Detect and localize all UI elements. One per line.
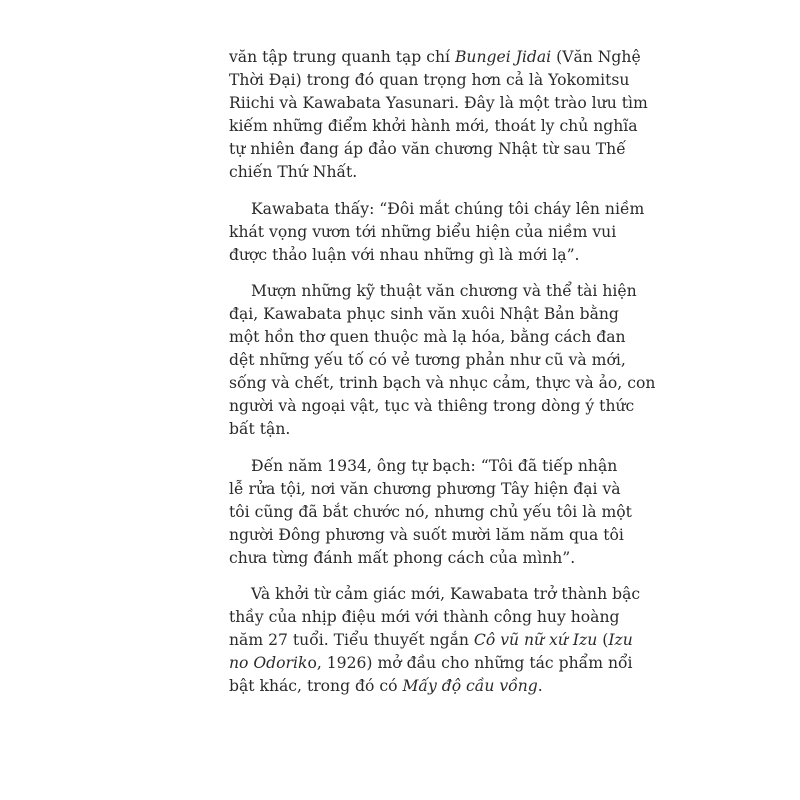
text-run: ( (597, 631, 609, 650)
paragraph (229, 280, 656, 442)
text-run: . (537, 677, 543, 696)
text-run: bất tận. (229, 420, 291, 439)
text-run: o, 1926) mở đầu cho những tác phẩm nổi (307, 654, 633, 673)
text-run: Thời Đại) trong đó quan trọng hơn cả là Yokomitsu (229, 71, 630, 90)
text-run: người Đông phương và suốt mười lăm năm qua tôi (229, 525, 624, 544)
text-run: người và ngoại vật, tục và thiêng trong dòng ý thức (229, 397, 635, 416)
italic-title: no Odorik (229, 654, 308, 673)
text-line (229, 652, 633, 675)
text-run: Kawabata thấy: “Đôi mắt chúng tôi cháy lên niềm (251, 199, 645, 218)
text-line (229, 583, 641, 606)
text-line (229, 629, 633, 652)
text-line (229, 326, 626, 349)
italic-title: Izu (608, 631, 633, 650)
text-line (229, 303, 619, 326)
text-run: một hồn thơ quen thuộc mà lạ hóa, bằng cách đan (229, 328, 626, 347)
text-line (229, 161, 575, 184)
text-line (229, 244, 580, 267)
text-line (229, 92, 648, 115)
paragraph (229, 455, 632, 570)
text-line (229, 547, 575, 570)
text-run: Đến năm 1934, ông tự bạch: “Tôi đã tiếp nhận (251, 456, 618, 475)
text-line (229, 46, 641, 69)
text-line (229, 501, 632, 524)
text-line (229, 524, 624, 547)
text-line (229, 138, 626, 161)
text-line (229, 418, 575, 441)
text-run: chiến Thứ Nhất. (229, 163, 358, 182)
text-run: tôi cũng đã bắt chước nó, nhưng chủ yếu tôi là một (229, 502, 632, 521)
text-run: Riichi và Kawabata Yasunari. Đây là một trào lưu tìm (229, 94, 648, 113)
paragraph (229, 198, 645, 267)
book-page (229, 46, 656, 698)
text-line (229, 115, 638, 138)
body-text (229, 46, 656, 698)
text-run: kiếm những điểm khởi hành mới, thoát ly chủ nghĩa (229, 117, 638, 136)
text-run: bật khác, trong đó có (229, 677, 403, 696)
text-run: đại, Kawabata phục sinh văn xuôi Nhật Bản bằng (229, 304, 619, 323)
text-run: dệt những yếu tố có vẻ tương phản như cũ và mới, (229, 351, 626, 370)
text-line (229, 198, 645, 221)
text-run: văn tập trung quanh tạp chí (229, 48, 455, 66)
text-run: lễ rửa tội, nơi văn chương phương Tây hiện đại và (229, 479, 621, 498)
italic-title: Cô vũ nữ xứ Izu (473, 631, 598, 650)
text-run: Và khởi từ cảm giác mới, Kawabata trở thành bậc (251, 584, 641, 603)
text-run: sống và chết, trinh bạch và nhục cảm, thực và ảo, con (229, 374, 656, 393)
text-run: (Văn Nghệ (551, 48, 641, 66)
italic-title: Mấy độ cầu vồng (402, 677, 538, 696)
text-run: tự nhiên đang áp đảo văn chương Nhật từ sau Thế (229, 140, 626, 159)
text-run: năm 27 tuổi. Tiểu thuyết ngắn (229, 631, 474, 650)
text-line (229, 221, 617, 244)
text-line (229, 395, 635, 418)
text-line (229, 606, 620, 629)
text-line (229, 675, 575, 698)
text-line (229, 478, 621, 501)
paragraph (229, 583, 641, 698)
text-run: thầy của nhịp điệu mới với thành công huy hoàng (229, 608, 620, 627)
text-run: khát vọng vươn tới những biểu hiện của niềm vui (229, 222, 617, 241)
text-run: được thảo luận với nhau những gì là mới lạ”. (229, 245, 580, 264)
text-line (229, 69, 630, 92)
text-line (229, 455, 618, 478)
text-run: chưa từng đánh mất phong cách của mình”. (229, 548, 576, 567)
text-line (229, 280, 637, 303)
italic-title: Bungei Jidai (454, 48, 552, 66)
text-run: Mượn những kỹ thuật văn chương và thể tài hiện (251, 281, 637, 300)
text-line (229, 372, 656, 395)
paragraph (229, 46, 648, 185)
text-line (229, 349, 626, 372)
